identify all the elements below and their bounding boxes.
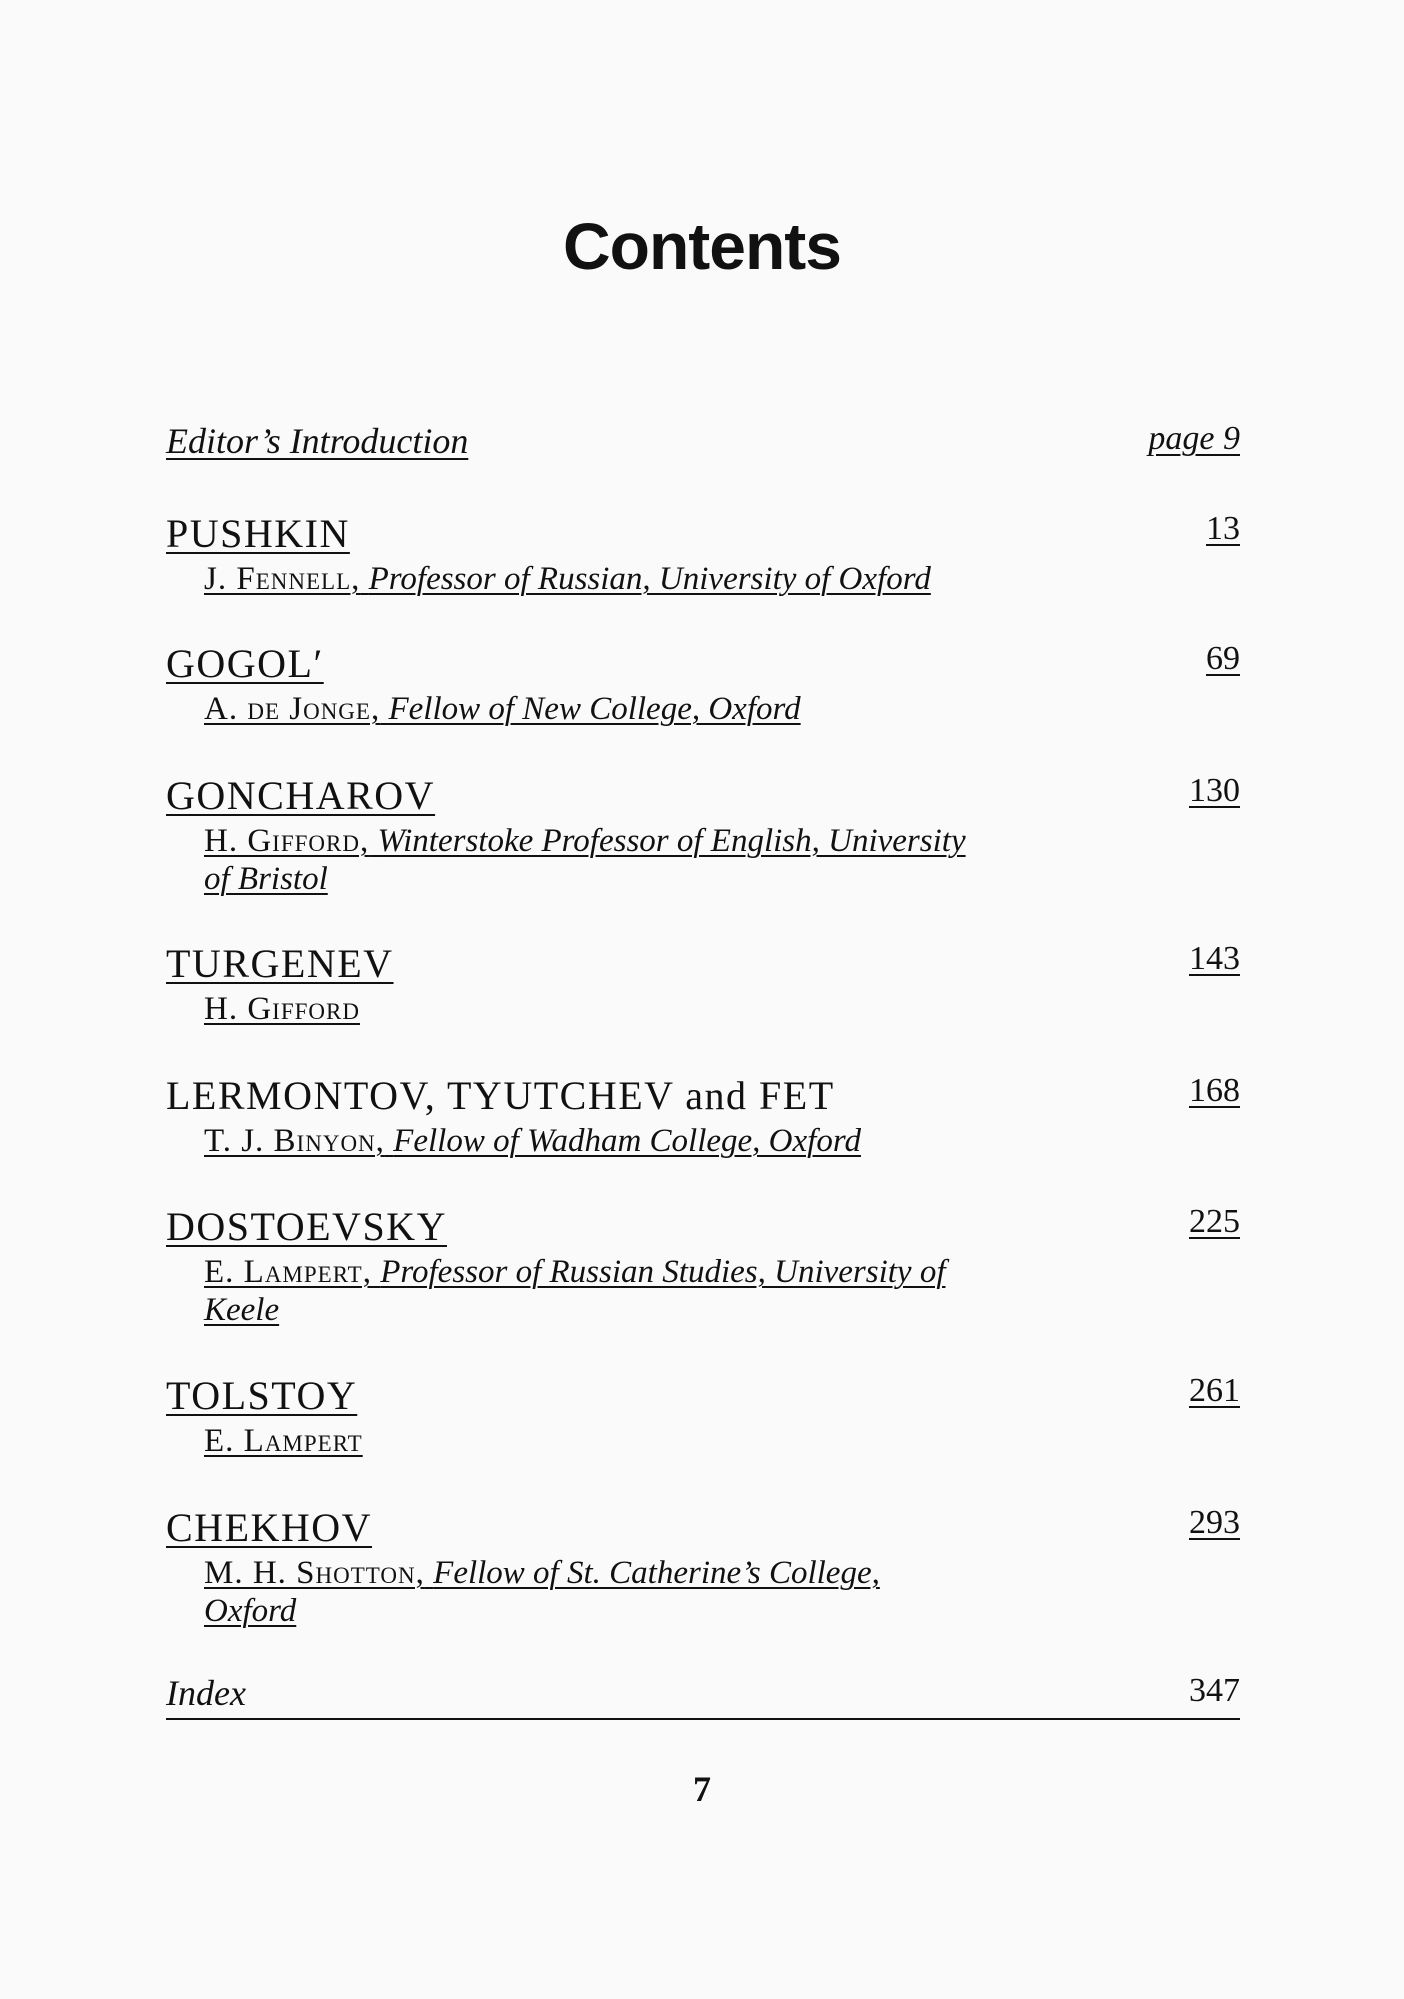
toc-page-number: 13 (1206, 510, 1240, 547)
toc-intro-page: page 9 (1148, 420, 1240, 457)
index-rule (166, 1718, 1240, 1720)
author-name: T. J. Binyon, (204, 1123, 385, 1159)
toc-page-number: 69 (1206, 640, 1240, 677)
page-number: 7 (693, 1769, 711, 1809)
toc-intro-label: Editor’s Introduction (166, 421, 469, 461)
toc-index-page: 347 (1189, 1672, 1240, 1709)
toc-author (204, 1422, 1119, 1460)
toc-heading: TURGENEV (166, 941, 394, 986)
toc-author (204, 1122, 1119, 1160)
author-affiliation-cont: Keele (204, 1292, 280, 1328)
author-name: H. Gifford (204, 991, 360, 1027)
toc-page-number: 261 (1189, 1372, 1240, 1409)
toc-heading: PUSHKIN (166, 511, 350, 556)
toc-page-number: 225 (1189, 1203, 1240, 1240)
toc-page-number: 293 (1189, 1504, 1240, 1541)
page-title: Contents (563, 209, 841, 283)
toc-page-number: 168 (1189, 1072, 1240, 1109)
author-affiliation: Winterstoke Professor of English, University (377, 823, 966, 859)
author-name: E. Lampert, (204, 1254, 372, 1290)
toc-index-label: Index (166, 1673, 246, 1713)
author-affiliation: Fellow of New College, Oxford (388, 691, 801, 727)
author-affiliation-cont: of Bristol (204, 861, 328, 897)
author-name: M. H. Shotton, (204, 1555, 425, 1591)
toc-heading: CHEKHOV (166, 1505, 373, 1550)
toc-heading: TOLSTOY (166, 1373, 358, 1418)
author-name: J. Fennell, (204, 561, 361, 597)
toc-author (204, 990, 1119, 1028)
toc-page-number: 130 (1189, 772, 1240, 809)
author-affiliation: Professor of Russian, University of Oxford (368, 561, 931, 597)
toc-author (204, 690, 1119, 728)
toc-author (204, 822, 1119, 898)
toc-heading: GONCHAROV (166, 773, 436, 818)
toc-page-number: 143 (1189, 940, 1240, 977)
author-affiliation: Fellow of St. Catherine’s College, (433, 1555, 880, 1591)
toc-author (204, 1253, 1119, 1329)
author-name: E. Lampert (204, 1423, 363, 1459)
toc-heading: DOSTOEVSKY (166, 1204, 447, 1249)
toc-heading: GOGOL′ (166, 641, 324, 686)
author-affiliation: Fellow of Wadham College, Oxford (393, 1123, 861, 1159)
toc-author (204, 1554, 1119, 1630)
author-name: A. de Jonge, (204, 691, 381, 727)
author-name: H. Gifford, (204, 823, 370, 859)
author-affiliation-cont: Oxford (204, 1593, 297, 1629)
toc-heading: LERMONTOV, TYUTCHEV and FET (166, 1073, 835, 1118)
toc-author (204, 560, 1119, 598)
author-affiliation: Professor of Russian Studies, University of (380, 1254, 946, 1290)
